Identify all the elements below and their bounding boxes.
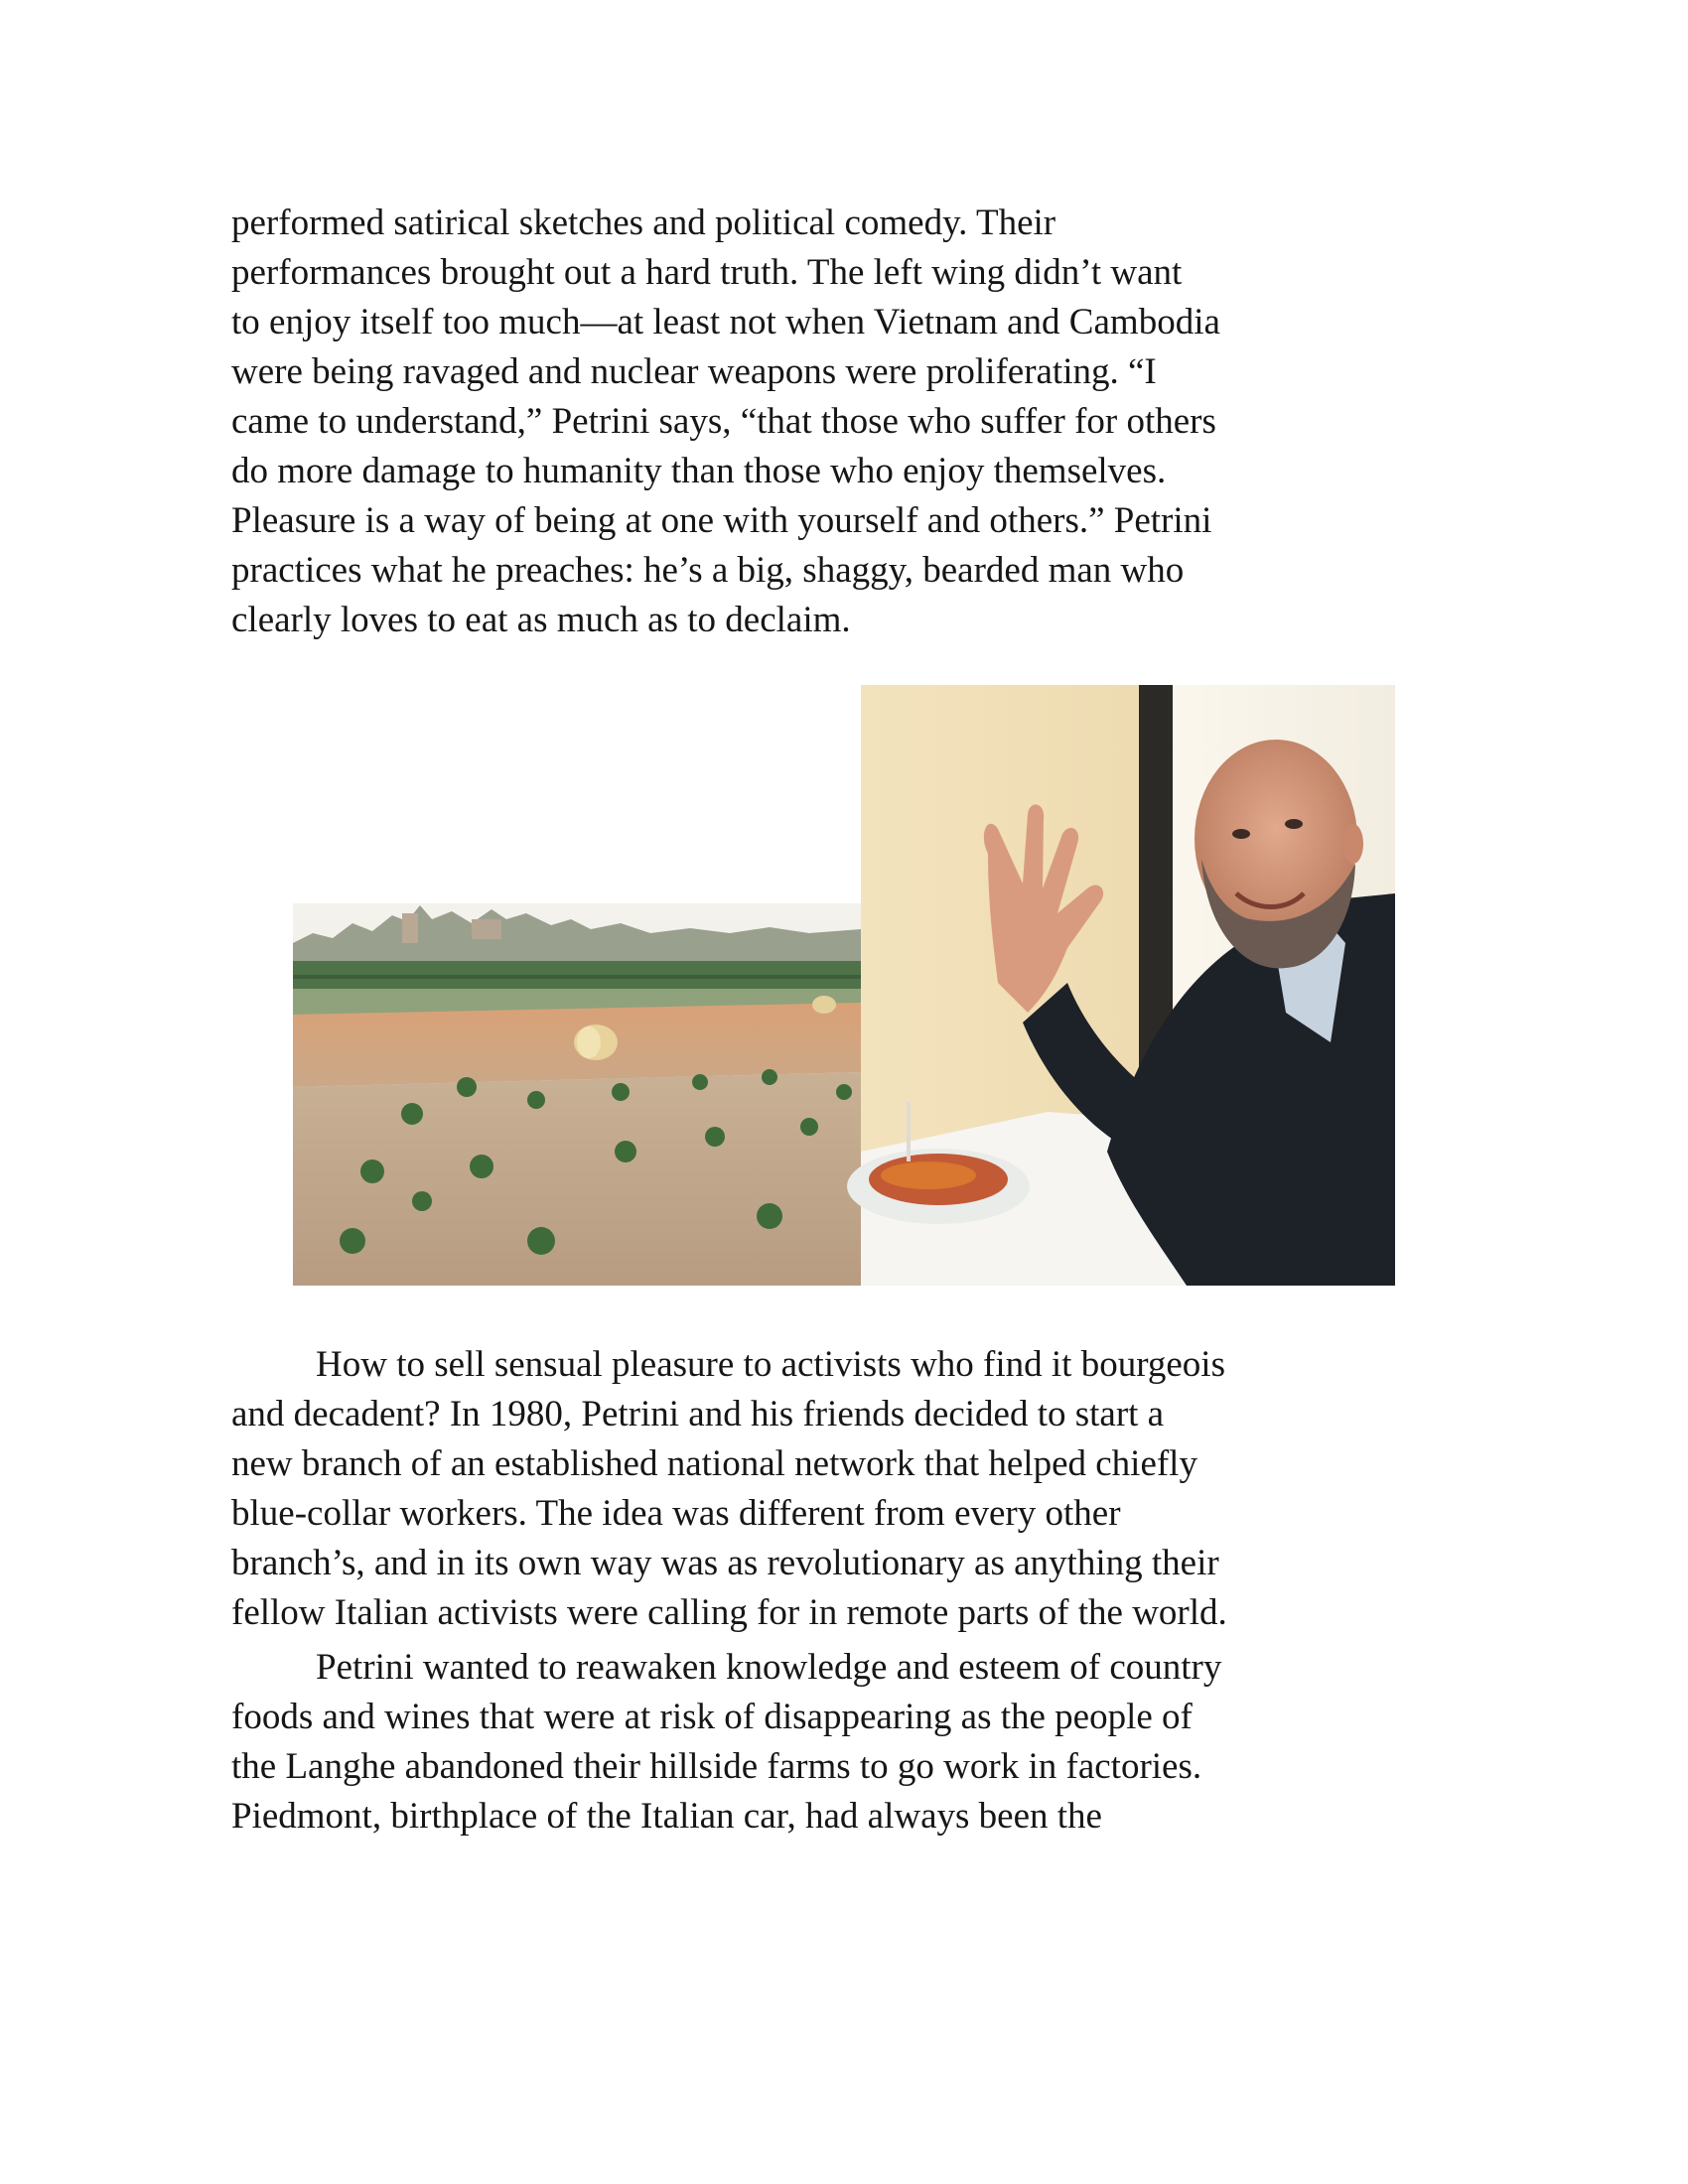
text-line: and decadent? In 1980, Petrini and his friends decided to start a <box>231 1394 1165 1434</box>
photo-figure <box>293 685 1395 1286</box>
text-line: do more damage to humanity than those who enjoy themselves. <box>231 451 1167 491</box>
text-line: Piedmont, birthplace of the Italian car, had always been the <box>231 1796 1102 1837</box>
text-line: the Langhe abandoned their hillside farms to go work in factories. <box>231 1746 1202 1787</box>
body-paragraph-2 <box>231 1340 1463 1638</box>
text-line: branch’s, and in its own way was as revolutionary as anything their <box>231 1543 1219 1583</box>
text-line: came to understand,” Petrini says, “that those who suffer for others <box>231 401 1216 442</box>
text-line: foods and wines that were at risk of disappearing as the people of <box>231 1697 1193 1737</box>
text-line: were being ravaged and nuclear weapons were proliferating. “I <box>231 351 1157 392</box>
text-line: performed satirical sketches and political comedy. Their <box>231 203 1056 243</box>
photo-collage <box>293 685 1395 1286</box>
farm-field-photo <box>293 903 861 1286</box>
text-line: new branch of an established national network that helped chiefly <box>231 1443 1197 1484</box>
text-line: Pleasure is a way of being at one with yourself and others.” Petrini <box>231 500 1212 541</box>
text-line: performances brought out a hard truth. The left wing didn’t want <box>231 252 1183 293</box>
man-with-spaghetti-photo <box>847 685 1395 1286</box>
text-line: to enjoy itself too much—at least not when Vietnam and Cambodia <box>231 302 1220 342</box>
text-line: clearly loves to eat as much as to declaim. <box>231 600 851 640</box>
body-paragraph-3 <box>231 1643 1463 1842</box>
text-line: How to sell sensual pleasure to activists who find it bourgeois <box>316 1344 1225 1385</box>
text-line: Petrini wanted to reawaken knowledge and esteem of country <box>316 1647 1222 1688</box>
text-line: fellow Italian activists were calling for in remote parts of the world. <box>231 1592 1227 1633</box>
text-line: practices what he preaches: he’s a big, shaggy, bearded man who <box>231 550 1185 591</box>
text-line: blue-collar workers. The idea was different from every other <box>231 1493 1121 1534</box>
body-paragraph-1 <box>231 199 1463 645</box>
